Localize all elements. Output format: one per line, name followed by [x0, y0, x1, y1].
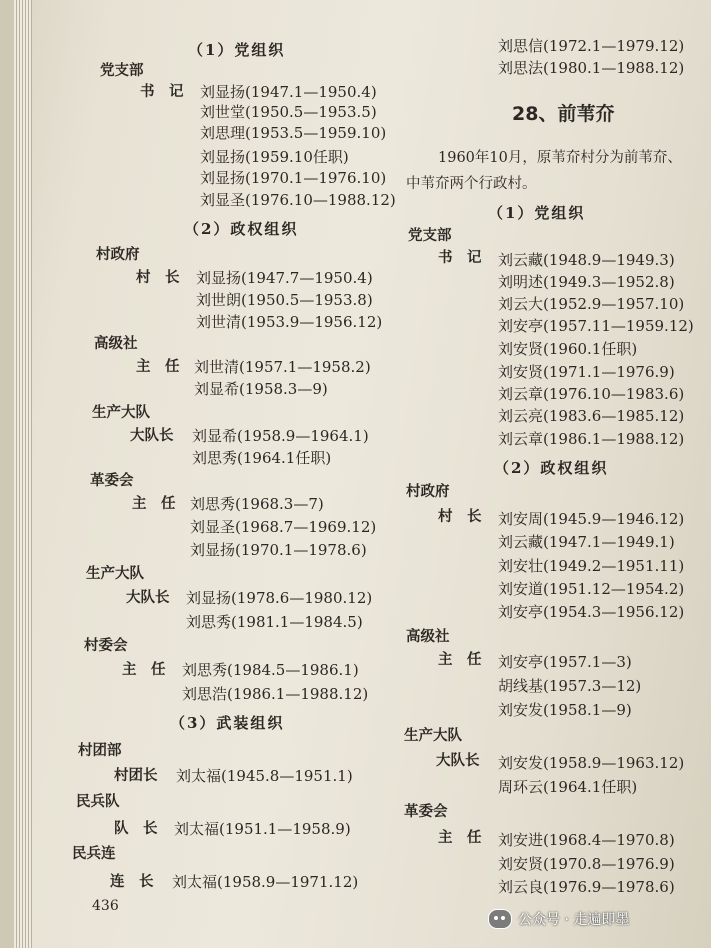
left-column-line: 刘思浩(1986.1—1988.12) — [182, 685, 369, 703]
left-column-line: 刘显扬(1959.10任职) — [200, 148, 349, 166]
left-column-line: 刘显扬(1978.6—1980.12) — [186, 589, 373, 607]
right-column-line: 刘安进(1968.4—1970.8) — [498, 831, 675, 849]
right-column-line: 中苇夼两个行政村。 — [406, 176, 537, 192]
right-column-line: 党支部 — [408, 228, 452, 244]
left-column-line: 刘世堂(1950.5—1953.5) — [200, 103, 377, 121]
right-column-line: 刘云藏(1947.1—1949.1) — [498, 533, 675, 551]
right-column-line: 刘安周(1945.9—1946.12) — [498, 510, 685, 528]
left-column-line: 刘太福(1951.1—1958.9) — [174, 820, 351, 838]
left-column-line: 主 任 — [132, 496, 176, 512]
right-column-line: 革委会 — [404, 804, 448, 820]
left-column-line: 村 长 — [136, 270, 180, 286]
right-column-line: 村政府 — [406, 484, 450, 500]
left-column-line: （3）武装组织 — [170, 714, 285, 732]
right-column-line: 胡线基(1957.3—12) — [498, 677, 642, 695]
page-number: 436 — [92, 898, 119, 914]
right-column-line: 刘明述(1949.3—1952.8) — [498, 273, 675, 291]
book-page — [14, 0, 711, 948]
right-column-line: 主 任 — [438, 830, 482, 846]
left-column-line: 刘思秀(1968.3—7) — [190, 495, 324, 513]
left-column-line: 高级社 — [94, 336, 138, 352]
left-column-line: 刘思秀(1964.1任职) — [192, 449, 332, 467]
right-column-line: 刘安发(1958.1—9) — [498, 701, 632, 719]
left-column-line: 主 任 — [136, 359, 180, 375]
right-column-line: 刘云藏(1948.9—1949.3) — [498, 251, 675, 269]
right-column-line: （1）党组织 — [488, 204, 586, 222]
right-column-line: 村 长 — [438, 509, 482, 525]
right-column-line: 刘思信(1972.1—1979.12) — [498, 37, 685, 55]
left-column-line: 大队长 — [126, 590, 170, 606]
right-column-line: 刘安亭(1957.1—3) — [498, 653, 632, 671]
right-column-line: 刘思法(1980.1—1988.12) — [498, 59, 685, 77]
right-column-line: 刘云亮(1983.6—1985.12) — [498, 407, 685, 425]
left-column-line: 刘世朗(1950.5—1953.8) — [196, 291, 373, 309]
left-column-line: 大队长 — [130, 428, 174, 444]
right-column-line: 刘安亭(1957.11—1959.12) — [498, 317, 694, 335]
left-column-line: 村委会 — [84, 638, 128, 654]
right-column-line: 刘安道(1951.12—1954.2) — [498, 580, 685, 598]
left-column-line: 民兵连 — [72, 846, 116, 862]
left-column-line: 村团部 — [78, 743, 122, 759]
left-column-line: 刘思秀(1984.5—1986.1) — [182, 661, 359, 679]
right-column-line: 刘云大(1952.9—1957.10) — [498, 295, 685, 313]
left-column-line: 刘显扬(1947.1—1950.4) — [200, 83, 377, 101]
right-column-line: 刘安亭(1954.3—1956.12) — [498, 603, 685, 621]
right-column-line: 书 记 — [438, 250, 482, 266]
left-column-line: 队 长 — [114, 821, 158, 837]
left-column-line: 刘世清(1957.1—1958.2) — [194, 358, 371, 376]
right-column-line: 刘云章(1976.10—1983.6) — [498, 385, 685, 403]
left-column-line: 书 记 — [140, 84, 184, 100]
left-column-line: 刘太福(1958.9—1971.12) — [172, 873, 359, 891]
left-column-line: 刘太福(1945.8—1951.1) — [176, 767, 353, 785]
right-column-line: 大队长 — [436, 753, 480, 769]
right-column-line: 刘安贤(1971.1—1976.9) — [498, 363, 675, 381]
wechat-icon — [488, 909, 512, 929]
left-column-line: 刘世清(1953.9—1956.12) — [196, 313, 383, 331]
left-column-line: 生产大队 — [86, 566, 144, 582]
left-column-line: 刘显扬(1947.7—1950.4) — [196, 269, 373, 287]
left-column-line: 生产大队 — [92, 405, 150, 421]
right-column-line: 刘安贤(1960.1任职) — [498, 340, 638, 358]
right-column-line: 1960年10月，原苇夼村分为前苇夼、 — [438, 150, 682, 166]
left-column-line: （1）党组织 — [188, 41, 286, 59]
right-column-line: 主 任 — [438, 652, 482, 668]
right-column-line: （2）政权组织 — [494, 459, 609, 477]
left-column-line: 党支部 — [100, 63, 144, 79]
right-column-line: 周环云(1964.1任职) — [498, 778, 638, 796]
watermark-text: 公众号 · 走遍即墨 — [518, 912, 630, 928]
right-column-line: 刘安发(1958.9—1963.12) — [498, 754, 685, 772]
left-column-line: 刘显扬(1970.1—1978.6) — [190, 541, 367, 559]
right-column-line: 28、前苇夼 — [512, 103, 615, 125]
left-column-line: 刘显扬(1970.1—1976.10) — [200, 169, 387, 187]
left-column-line: 村团长 — [114, 768, 158, 784]
left-column-line: 刘显希(1958.9—1964.1) — [192, 427, 369, 445]
watermark — [488, 906, 629, 932]
left-column-line: 民兵队 — [76, 794, 120, 810]
left-column-line: 刘思秀(1981.1—1984.5) — [186, 613, 363, 631]
left-column-line: 连 长 — [110, 874, 154, 890]
right-column-line: 刘安壮(1949.2—1951.11) — [498, 557, 685, 575]
page-binding-edge — [14, 0, 32, 948]
right-column-line: 刘云章(1986.1—1988.12) — [498, 430, 685, 448]
right-column-line: 生产大队 — [404, 728, 462, 744]
left-column-line: 刘显希(1958.3—9) — [194, 380, 328, 398]
left-column-line: 刘思理(1953.5—1959.10) — [200, 124, 387, 142]
right-column-line: 刘安贤(1970.8—1976.9) — [498, 855, 675, 873]
left-column-line: 刘显圣(1976.10—1988.12) — [200, 191, 396, 209]
right-column-line: 高级社 — [406, 629, 450, 645]
left-column-line: 革委会 — [90, 473, 134, 489]
right-column-line: 刘云良(1976.9—1978.6) — [498, 878, 675, 896]
left-column-line: （2）政权组织 — [184, 220, 299, 238]
left-column-line: 刘显圣(1968.7—1969.12) — [190, 518, 377, 536]
left-column-line: 村政府 — [96, 247, 140, 263]
left-column-line: 主 任 — [122, 662, 166, 678]
